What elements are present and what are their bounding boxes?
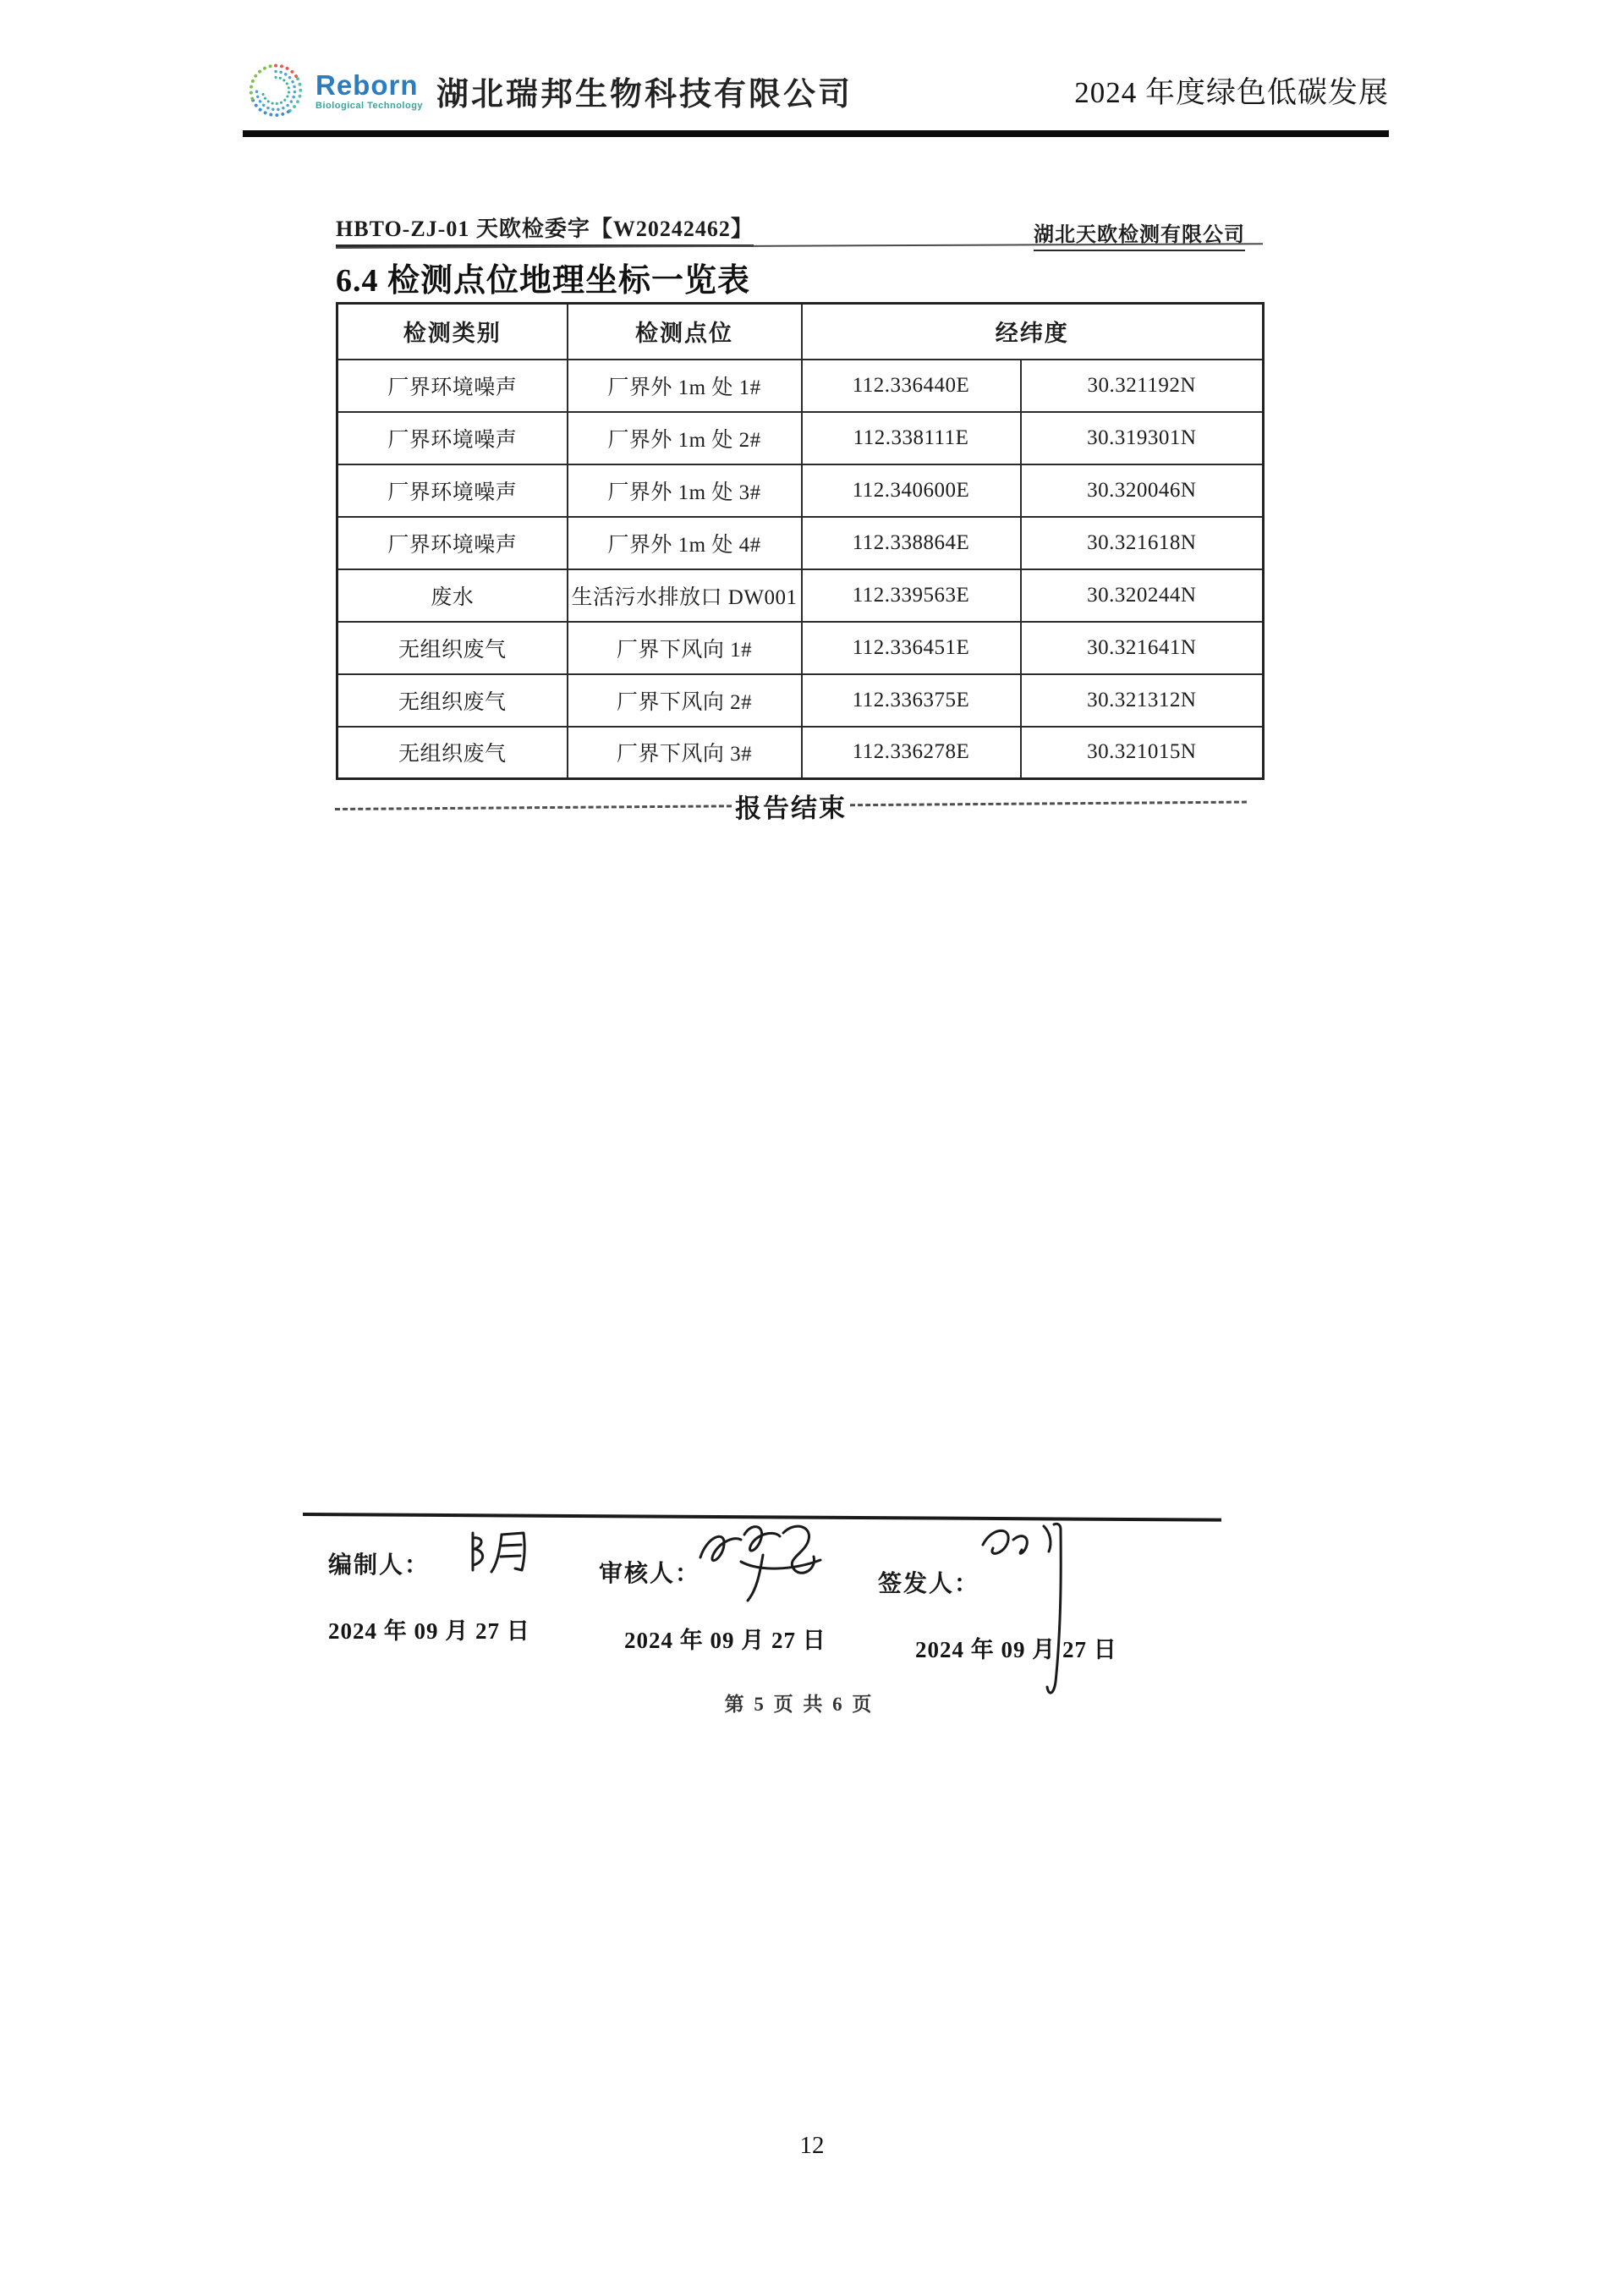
cell-latitude: 30.321015N: [1021, 727, 1264, 779]
report-year-title: 2024 年度绿色低碳发展: [1074, 76, 1389, 109]
cell-longitude: 112.338864E: [802, 517, 1021, 569]
cell-longitude: 112.336375E: [802, 674, 1021, 727]
brand-text: [315, 71, 423, 111]
table-row: [337, 360, 1264, 412]
brand-name: Reborn: [315, 69, 419, 101]
table-row: [337, 412, 1264, 464]
cell-category: 厂界环境噪声: [337, 360, 568, 412]
section-title: 6.4 检测点位地理坐标一览表: [336, 263, 751, 299]
issuer-handwritten-signature: [973, 1514, 1083, 1709]
cell-latitude: 30.321641N: [1021, 622, 1264, 674]
issuer-label: 签发人：: [878, 1571, 980, 1597]
cell-category: 无组织废气: [337, 674, 568, 727]
cell-longitude: 112.340600E: [802, 464, 1021, 517]
preparer-handwritten-signature: [461, 1523, 554, 1582]
cell-point: 厂界外 1m 处 2#: [568, 412, 802, 464]
cell-point: 生活污水排放口 DW001: [568, 569, 802, 622]
cell-point: 厂界下风向 2#: [568, 674, 802, 727]
table-header-row: [337, 304, 1264, 360]
cell-longitude: 112.336278E: [802, 727, 1021, 779]
cell-category: 废水: [337, 569, 568, 622]
report-end-marker: [335, 783, 1247, 828]
letterhead: [243, 56, 1389, 137]
report-end-dash-left: [335, 805, 732, 810]
table-row: [337, 517, 1264, 569]
brand-subtitle: Biological Technology: [315, 100, 424, 111]
table-row: [337, 464, 1264, 517]
report-end-dash-right: [850, 801, 1247, 807]
reviewer-label: 审核人：: [599, 1561, 701, 1587]
cell-latitude: 30.320046N: [1021, 464, 1264, 517]
cell-longitude: 112.339563E: [802, 569, 1021, 622]
document-code: HBTO-ZJ-01 天欧检委字【W20242462】: [336, 211, 754, 247]
col-header-category: 检测类别: [337, 304, 568, 360]
cell-latitude: 30.321312N: [1021, 674, 1264, 727]
cell-category: 厂界环境噪声: [337, 517, 568, 569]
testing-lab-name: 湖北天欧检测有限公司: [1034, 217, 1245, 251]
cell-category: 无组织废气: [337, 622, 568, 674]
table-row: [337, 674, 1264, 727]
cell-point: 厂界外 1m 处 1#: [568, 360, 802, 412]
cell-point: 厂界外 1m 处 3#: [568, 464, 802, 517]
preparer-label: 编制人：: [328, 1552, 431, 1579]
cell-category: 无组织废气: [337, 727, 568, 779]
cell-longitude: 112.336451E: [802, 622, 1021, 674]
preparer-date: 2024 年 09 月 27 日: [328, 1618, 530, 1644]
cell-category: 厂界环境噪声: [337, 412, 568, 464]
col-header-coordinates: 经纬度: [802, 304, 1264, 360]
reborn-swirl-icon: [243, 58, 309, 124]
inner-page-info: 第 5 页 共 6 页: [724, 1694, 875, 1715]
cell-point: 厂界下风向 1#: [568, 622, 802, 674]
coordinates-table: [336, 302, 1265, 780]
cell-category: 厂界环境噪声: [337, 464, 568, 517]
cell-latitude: 30.320244N: [1021, 569, 1264, 622]
table-row: [337, 622, 1264, 674]
reviewer-handwritten-signature: [692, 1511, 840, 1608]
cell-longitude: 112.336440E: [802, 360, 1021, 412]
reviewer-date: 2024 年 09 月 27 日: [624, 1628, 826, 1653]
company-name: 湖北瑞邦生物科技有限公司: [436, 76, 853, 113]
cell-latitude: 30.321192N: [1021, 360, 1264, 412]
report-end-text: 报告结束: [734, 793, 848, 824]
company-logo: [243, 58, 853, 124]
cell-point: 厂界外 1m 处 4#: [568, 517, 802, 569]
cell-point: 厂界下风向 3#: [568, 727, 802, 779]
cell-longitude: 112.338111E: [802, 412, 1021, 464]
cell-latitude: 30.319301N: [1021, 412, 1264, 464]
issuer-date: 2024 年 09 月 27 日: [915, 1637, 1117, 1662]
cell-latitude: 30.321618N: [1021, 517, 1264, 569]
table-row: [337, 569, 1264, 622]
page-number: 12: [799, 2132, 825, 2159]
table-row: [337, 727, 1264, 779]
col-header-point: 检测点位: [568, 304, 802, 360]
